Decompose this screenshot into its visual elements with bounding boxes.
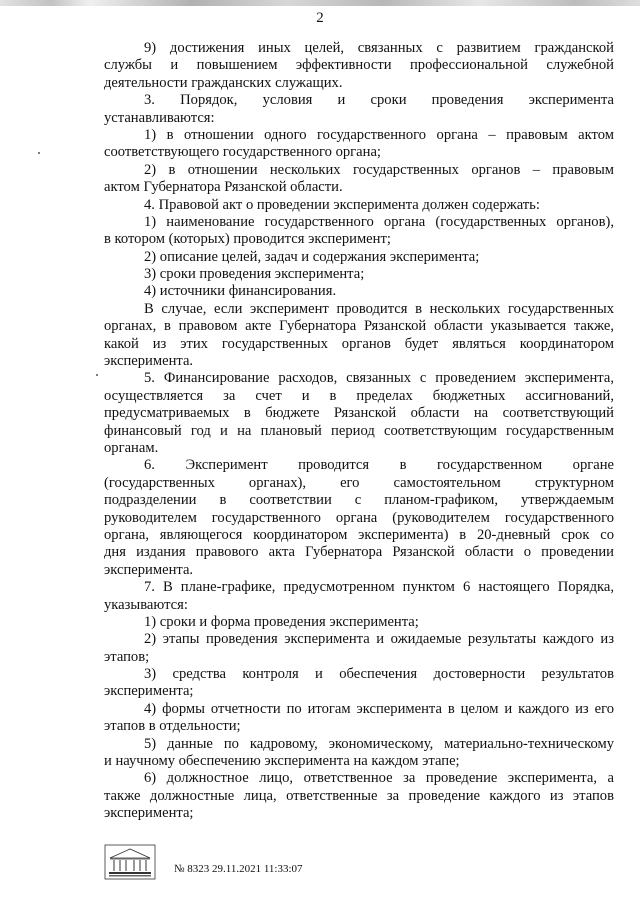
text-line: В случае, если эксперимент проводится в нескольких государственных: [144, 300, 614, 317]
text-line: подразделении в соответствии с планом-графиком, утверждаемым: [104, 492, 614, 509]
text-line: этапов;: [104, 648, 150, 665]
text-line: актом Губернатора Рязанской области.: [104, 179, 343, 196]
text-line: 2) описание целей, задач и содержания эксперимента;: [144, 248, 480, 265]
document-footer: [104, 844, 404, 884]
text-line: 4) источники финансирования.: [144, 283, 337, 300]
text-line: 5. Финансирование расходов, связанных с проведением эксперимента,: [144, 370, 614, 387]
text-line: эксперимента;: [104, 683, 194, 700]
text-line: какой из этих государственных органов будет являться координатором: [104, 335, 614, 352]
text-line: этапов в отдельности;: [104, 718, 241, 735]
text-line: 1) в отношении одного государственного органа – правовым актом: [144, 126, 614, 143]
text-line: осуществляется за счет и в пределах бюджетных ассигнований,: [104, 387, 614, 404]
text-line: службы и повышением эффективности профессиональной служебной: [104, 57, 614, 74]
text-line: предусматриваемых в бюджете Рязанской области на соответствующий: [104, 405, 614, 422]
text-line: эксперимента.: [104, 561, 194, 578]
text-line: дня издания правового акта Губернатора Рязанской области о проведении: [104, 544, 614, 561]
scan-speck: [38, 152, 40, 154]
text-line: устанавливаются:: [104, 109, 215, 126]
text-line: органа, являющегося координатором эксперимента) в 20-дневный срок со: [104, 526, 614, 543]
text-line: и научному обеспечению эксперимента на каждом этапе;: [104, 753, 460, 770]
scan-speck: [96, 374, 98, 376]
text-line: 2) в отношении нескольких государственных органов – правовым: [144, 161, 614, 178]
text-line: (государственных органах), его самостоятельном структурном: [104, 474, 614, 491]
text-line: 6. Эксперимент проводится в государственном органе: [144, 457, 614, 474]
government-building-stamp-icon: [104, 844, 156, 880]
text-line: эксперимента.: [104, 353, 194, 370]
text-line: 2) этапы проведения эксперимента и ожидаемые результаты каждого из: [144, 631, 614, 648]
text-line: 3) средства контроля и обеспечения достоверности результатов: [144, 666, 614, 683]
text-line: 4. Правовой акт о проведении эксперимента должен содержать:: [144, 196, 540, 213]
text-line: 4) формы отчетности по итогам эксперимента в целом и каждого из его: [144, 700, 614, 717]
text-line: деятельности гражданских служащих.: [104, 74, 343, 91]
text-line: 6) должностное лицо, ответственное за проведение эксперимента, а: [144, 770, 614, 787]
document-body: [104, 40, 614, 823]
text-line: 5) данные по кадровому, экономическому, материально-техническому: [144, 735, 614, 752]
text-line: 7. В плане-графике, предусмотренном пунктом 6 настоящего Порядка,: [144, 579, 614, 596]
text-line: 1) наименование государственного органа (государственных органов),: [144, 213, 614, 230]
text-line: 3) сроки проведения эксперимента;: [144, 266, 365, 283]
text-line: органах, в правовом акте Губернатора Рязанской области указывается также,: [104, 318, 614, 335]
text-line: 1) сроки и форма проведения эксперимента;: [144, 613, 419, 630]
text-line: органам.: [104, 439, 159, 456]
text-line: соответствующего государственного органа;: [104, 144, 381, 161]
text-line: также должностные лица, ответственные за проведение каждого из этапов: [104, 787, 614, 804]
text-line: руководителем государственного органа (руководителем государственного: [104, 509, 614, 526]
page-number: 2: [316, 10, 324, 26]
text-line: 9) достижения иных целей, связанных с развитием гражданской: [144, 40, 614, 56]
registration-number: № 8323 29.11.2021 11:33:07: [174, 863, 303, 875]
text-line: финансовый год и на плановый период соответствующим государственным: [104, 422, 614, 439]
text-line: эксперимента;: [104, 805, 194, 822]
text-line: указываются:: [104, 596, 188, 613]
scan-top-edge: [0, 0, 640, 6]
text-line: в котором (которых) проводится эксперимент;: [104, 231, 391, 248]
text-line: 3. Порядок, условия и сроки проведения эксперимента: [144, 92, 614, 109]
